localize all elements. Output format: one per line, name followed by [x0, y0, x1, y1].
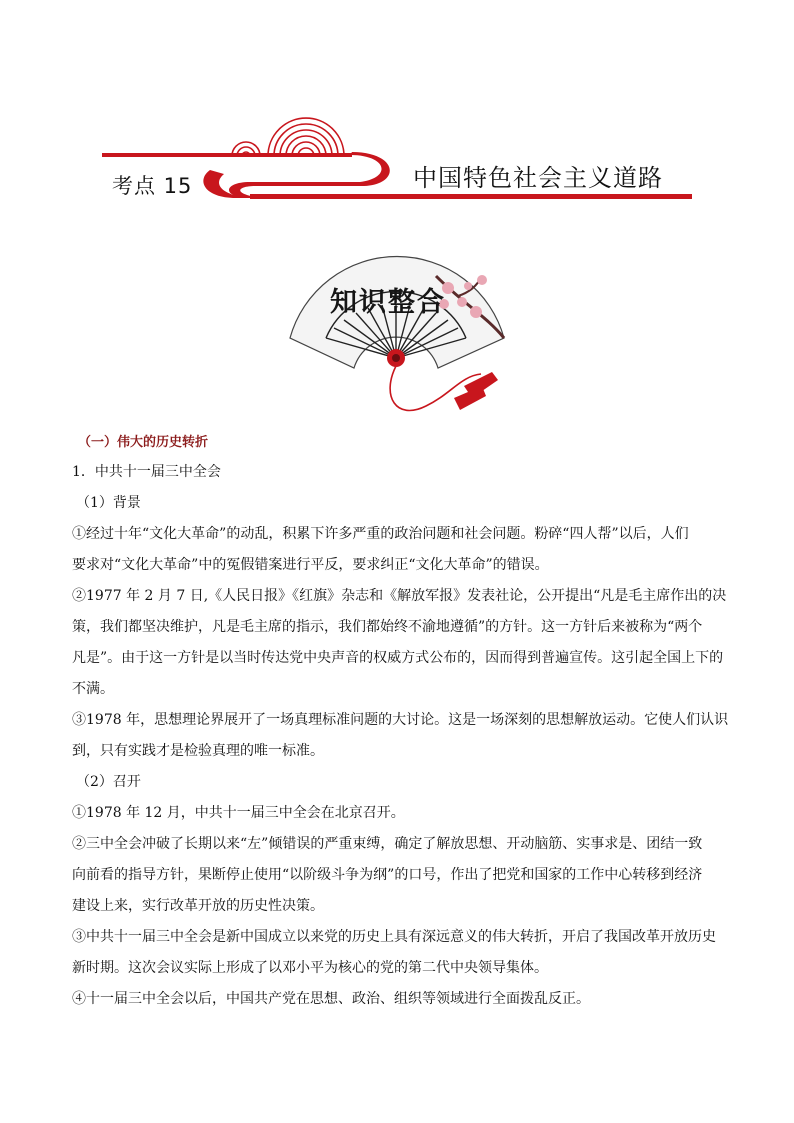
section-title: （一）伟大的历史转折	[78, 435, 209, 450]
concentric-arcs-icon	[232, 118, 344, 156]
paragraph-line: 建设上来，实行改革开放的历史性决策。	[72, 898, 324, 914]
paragraph-line: 向前看的指导方针，果断停止使用“以阶级斗争为纲”的口号，作出了把党和国家的工作中心转移到经济	[72, 867, 703, 883]
paragraph-line: 新时期。这次会议实际上形成了以邓小平为核心的党的第二代中央领导集体。	[72, 960, 548, 976]
heading-1: 1．中共十一届三中全会	[72, 464, 221, 480]
paragraph-line: ②1977 年 2 月 7 日,《人民日报》《红旗》杂志和《解放军报》发表社论，公开提出“凡是毛主席作出的决	[72, 588, 727, 604]
paragraph-line: ②三中全会冲破了长期以来“左”倾错误的严重束缚，确定了解放思想、开动脑筋、实事求是、团结一致	[72, 836, 703, 852]
paragraph-line: ④十一届三中全会以后，中国共产党在思想、政治、组织等领域进行全面拨乱反正。	[72, 991, 590, 1007]
topic-label: 考点 15	[112, 174, 193, 198]
paragraph-line: ①经过十年“文化大革命”的动乱，积累下许多严重的政治问题和社会问题。粉碎“四人帮”以后，人们	[72, 526, 689, 542]
badge-label: 知识整合	[330, 287, 446, 318]
paragraph-line: 策，我们都坚决维护，凡是毛主席的指示，我们都始终不渝地遵循”的方针。这一方针后来被称为“两个	[72, 619, 703, 635]
document-body	[72, 433, 729, 1015]
paragraph-line: 不满。	[72, 681, 114, 697]
paragraph-line: 到，只有实践才是检验真理的唯一标准。	[72, 743, 324, 759]
paragraph-line: 凡是”。由于这一方针是以当时传达党中央声音的权威方式公布的，因而得到普遍宣传。这引起全国上下的	[72, 650, 724, 666]
paragraph-line: 要求对“文化大革命”中的冤假错案进行平反，要求纠正“文化大革命”的错误。	[72, 557, 549, 573]
page-header	[0, 0, 794, 215]
paragraph-line: ③1978 年，思想理论界展开了一场真理标准问题的大讨论。这是一场深刻的思想解放运动。它使人们认识	[72, 712, 729, 728]
paragraph-line: ①1978 年 12 月，中共十一届三中全会在北京召开。	[72, 805, 405, 821]
paragraph-line: ③中共十一届三中全会是新中国成立以来党的历史上具有深远意义的伟大转折，开启了我国改革开放历史	[72, 929, 716, 945]
folding-fan-icon	[286, 246, 516, 446]
subheading-convening: （2）召开	[76, 774, 141, 790]
subheading-background: （1）背景	[76, 495, 141, 511]
page-title: 中国特色社会主义道路	[413, 164, 663, 192]
